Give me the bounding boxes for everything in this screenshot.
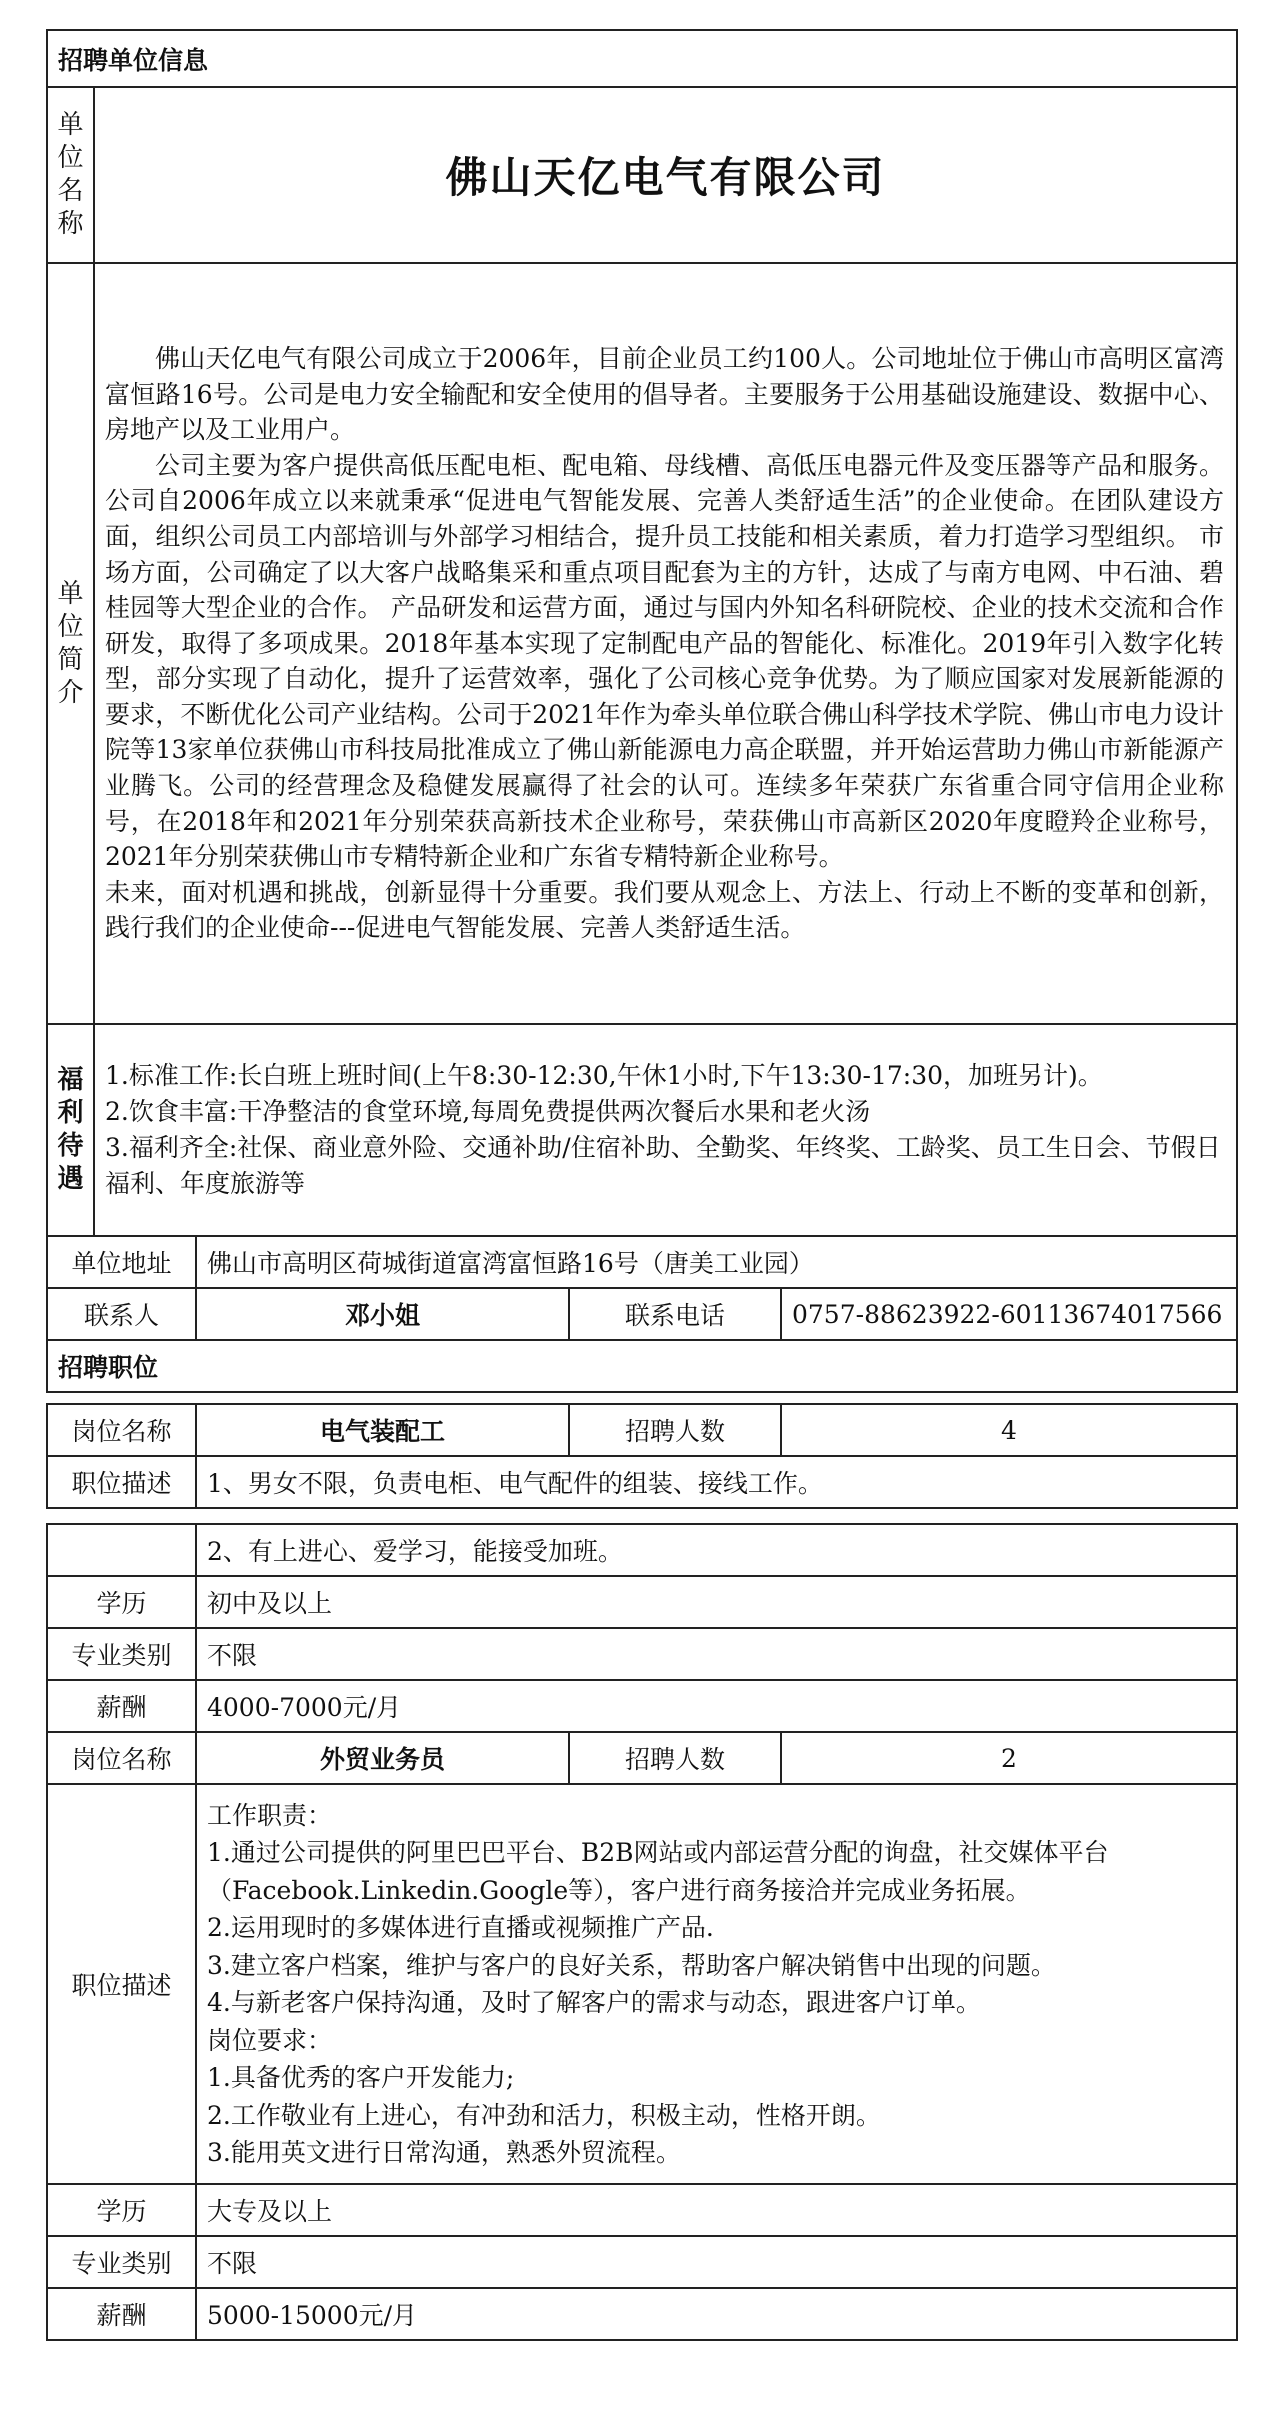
- company-intro: [94, 263, 1237, 1024]
- major-label: 专业类别: [47, 1628, 196, 1680]
- position-label: 岗位名称: [47, 1732, 196, 1784]
- welfare-item: 1.标准工作:长白班上班时间(上午8:30-12:30,午休1小时,下午13:30-17:30，加班另计)。: [105, 1061, 1103, 1090]
- job2-major: 不限: [196, 2236, 1237, 2288]
- job2-description-line: 1.具备优秀的客户开发能力;: [207, 2063, 515, 2092]
- job2-description-line: 1.通过公司提供的阿里巴巴平台、B2B网站或内部运营分配的询盘，社交媒体平台（Facebook.Linkedin.Google等），客户进行商务接洽并完成业务拓展。: [207, 1838, 1109, 1905]
- job2-description-line: 3.能用英文进行日常沟通，熟悉外贸流程。: [207, 2138, 681, 2167]
- headcount-label: 招聘人数: [569, 1404, 781, 1456]
- phone-label: 联系电话: [569, 1288, 781, 1340]
- salary-label: 薪酬: [47, 1680, 196, 1732]
- job2-headcount: 2: [781, 1732, 1237, 1784]
- job2-description-line: 岗位要求：: [207, 2025, 333, 2055]
- job1-salary: 4000-7000元/月: [196, 1680, 1237, 1732]
- job1-name: 电气装配工: [196, 1404, 569, 1456]
- welfare-item: 3.福利齐全:社保、商业意外险、交通补助/住宿补助、全勤奖、年终奖、工龄奖、员工生日会、节假日福利、年度旅游等: [105, 1133, 1221, 1198]
- positions-section-title: 招聘职位: [47, 1340, 1237, 1392]
- company-name: 佛山天亿电气有限公司: [94, 87, 1237, 263]
- company-name-label: 单位名称: [47, 87, 94, 263]
- headcount-label: 招聘人数: [569, 1732, 781, 1784]
- education-label: 学历: [47, 1576, 196, 1628]
- job-details-table: [46, 1523, 1238, 2341]
- salary-label: 薪酬: [47, 2288, 196, 2340]
- major-label: 专业类别: [47, 2236, 196, 2288]
- job2-description: [196, 1784, 1237, 2184]
- welfare-label: 福利待遇: [47, 1024, 94, 1236]
- job2-description-line: 2.运用现时的多媒体进行直播或视频推广产品.: [207, 1913, 714, 1942]
- intro-paragraph-1: 佛山天亿电气有限公司成立于2006年，目前企业员工约100人。公司地址位于佛山市高明区富湾富恒路16号。公司是电力安全输配和安全使用的倡导者。主要服务于公用基础设施建设、数据中心、房地产以及工业用户。: [105, 343, 1225, 445]
- job2-education: 大专及以上: [196, 2184, 1237, 2236]
- job1-education: 初中及以上: [196, 1576, 1237, 1628]
- job2-description-line: 3.建立客户档案，维护与客户的良好关系，帮助客户解决销售中出现的问题。: [207, 1950, 1056, 1980]
- intro-paragraph-2: 公司主要为客户提供高低压配电柜、配电箱、母线槽、高低压电器元件及变压器等产品和服务。公司自2006年成立以来就秉承“促进电气智能发展、完善人类舒适生活”的企业使命。在团队建设方面，组织公司员工内部培训与外部学习相结合，提升员工技能和相关素质，着力打造学习型组织。 市场方面，公司确定了以大客户战略集采和重点项目配套为主的方针，达成了与南方电网、中石油、碧桂园等大型企业的合作。 产品研发和运营方面，通过与国内外知名科研院校、企业的技术交流和合作研发，取得了多项成果。2018年基本实现了定制配电产品的智能化、标准化。2019年引入数字化转型，部分实现了自动化，提升了运营效率，强化了公司核心竞争优势。为了顺应国家对发展新能源的要求，不断优化公司产业结构。公司于2021年作为牵头单位联合佛山科学技术学院、佛山市电力设计院等13家单位获佛山市科技局批准成立了佛山新能源电力高企联盟，并开始运营助力佛山市新能源产业腾飞。公司的经营理念及稳健发展赢得了社会的认可。连续多年荣获广东省重合同守信用企业称号，在2018年和2021年分别荣获高新技术企业称号，荣获佛山市高新区2020年度瞪羚企业称号，2021年分别荣获佛山市专精特新企业和广东省专精特新企业称号。: [105, 450, 1225, 872]
- education-label: 学历: [47, 2184, 196, 2236]
- description-label: 职位描述: [47, 1456, 196, 1508]
- contact-value: 邓小姐: [196, 1288, 569, 1340]
- empty-cell: [47, 1524, 196, 1576]
- job2-description-line: 工作职责：: [207, 1800, 333, 1830]
- job1-headcount: 4: [781, 1404, 1237, 1456]
- phone-value: 0757-88623922-60113674017566: [781, 1288, 1237, 1340]
- contact-label: 联系人: [47, 1288, 196, 1340]
- job1-major: 不限: [196, 1628, 1237, 1680]
- welfare-item: 2.饮食丰富:干净整洁的食堂环境,每周免费提供两次餐后水果和老火汤: [105, 1097, 871, 1126]
- employer-section-title: 招聘单位信息: [47, 30, 1237, 87]
- position-label: 岗位名称: [47, 1404, 196, 1456]
- job2-description-line: 2.工作敬业有上进心，有冲劲和活力，积极主动，性格开朗。: [207, 2100, 881, 2130]
- description-label: 职位描述: [47, 1784, 196, 2184]
- job2-salary: 5000-15000元/月: [196, 2288, 1237, 2340]
- welfare-content: [94, 1024, 1237, 1236]
- employer-info-table: [46, 29, 1238, 1393]
- intro-paragraph-3: 未来，面对机遇和挑战，创新显得十分重要。我们要从观念上、方法上、行动上不断的变革和创新，践行我们的企业使命---促进电气智能发展、完善人类舒适生活。: [105, 877, 1225, 943]
- address-value: 佛山市高明区荷城街道富湾富恒路16号（唐美工业园）: [196, 1236, 1237, 1288]
- job1-description-line1: 1、男女不限，负责电柜、电气配件的组装、接线工作。: [196, 1456, 1237, 1508]
- job2-name: 外贸业务员: [196, 1732, 569, 1784]
- job2-description-line: 4.与新老客户保持沟通，及时了解客户的需求与动态，跟进客户订单。: [207, 1988, 981, 2017]
- job1-header-table: [46, 1403, 1238, 1509]
- address-label: 单位地址: [47, 1236, 196, 1288]
- job1-description-line2: 2、有上进心、爱学习，能接受加班。: [196, 1524, 1237, 1576]
- company-intro-label: 单位简介: [47, 263, 94, 1024]
